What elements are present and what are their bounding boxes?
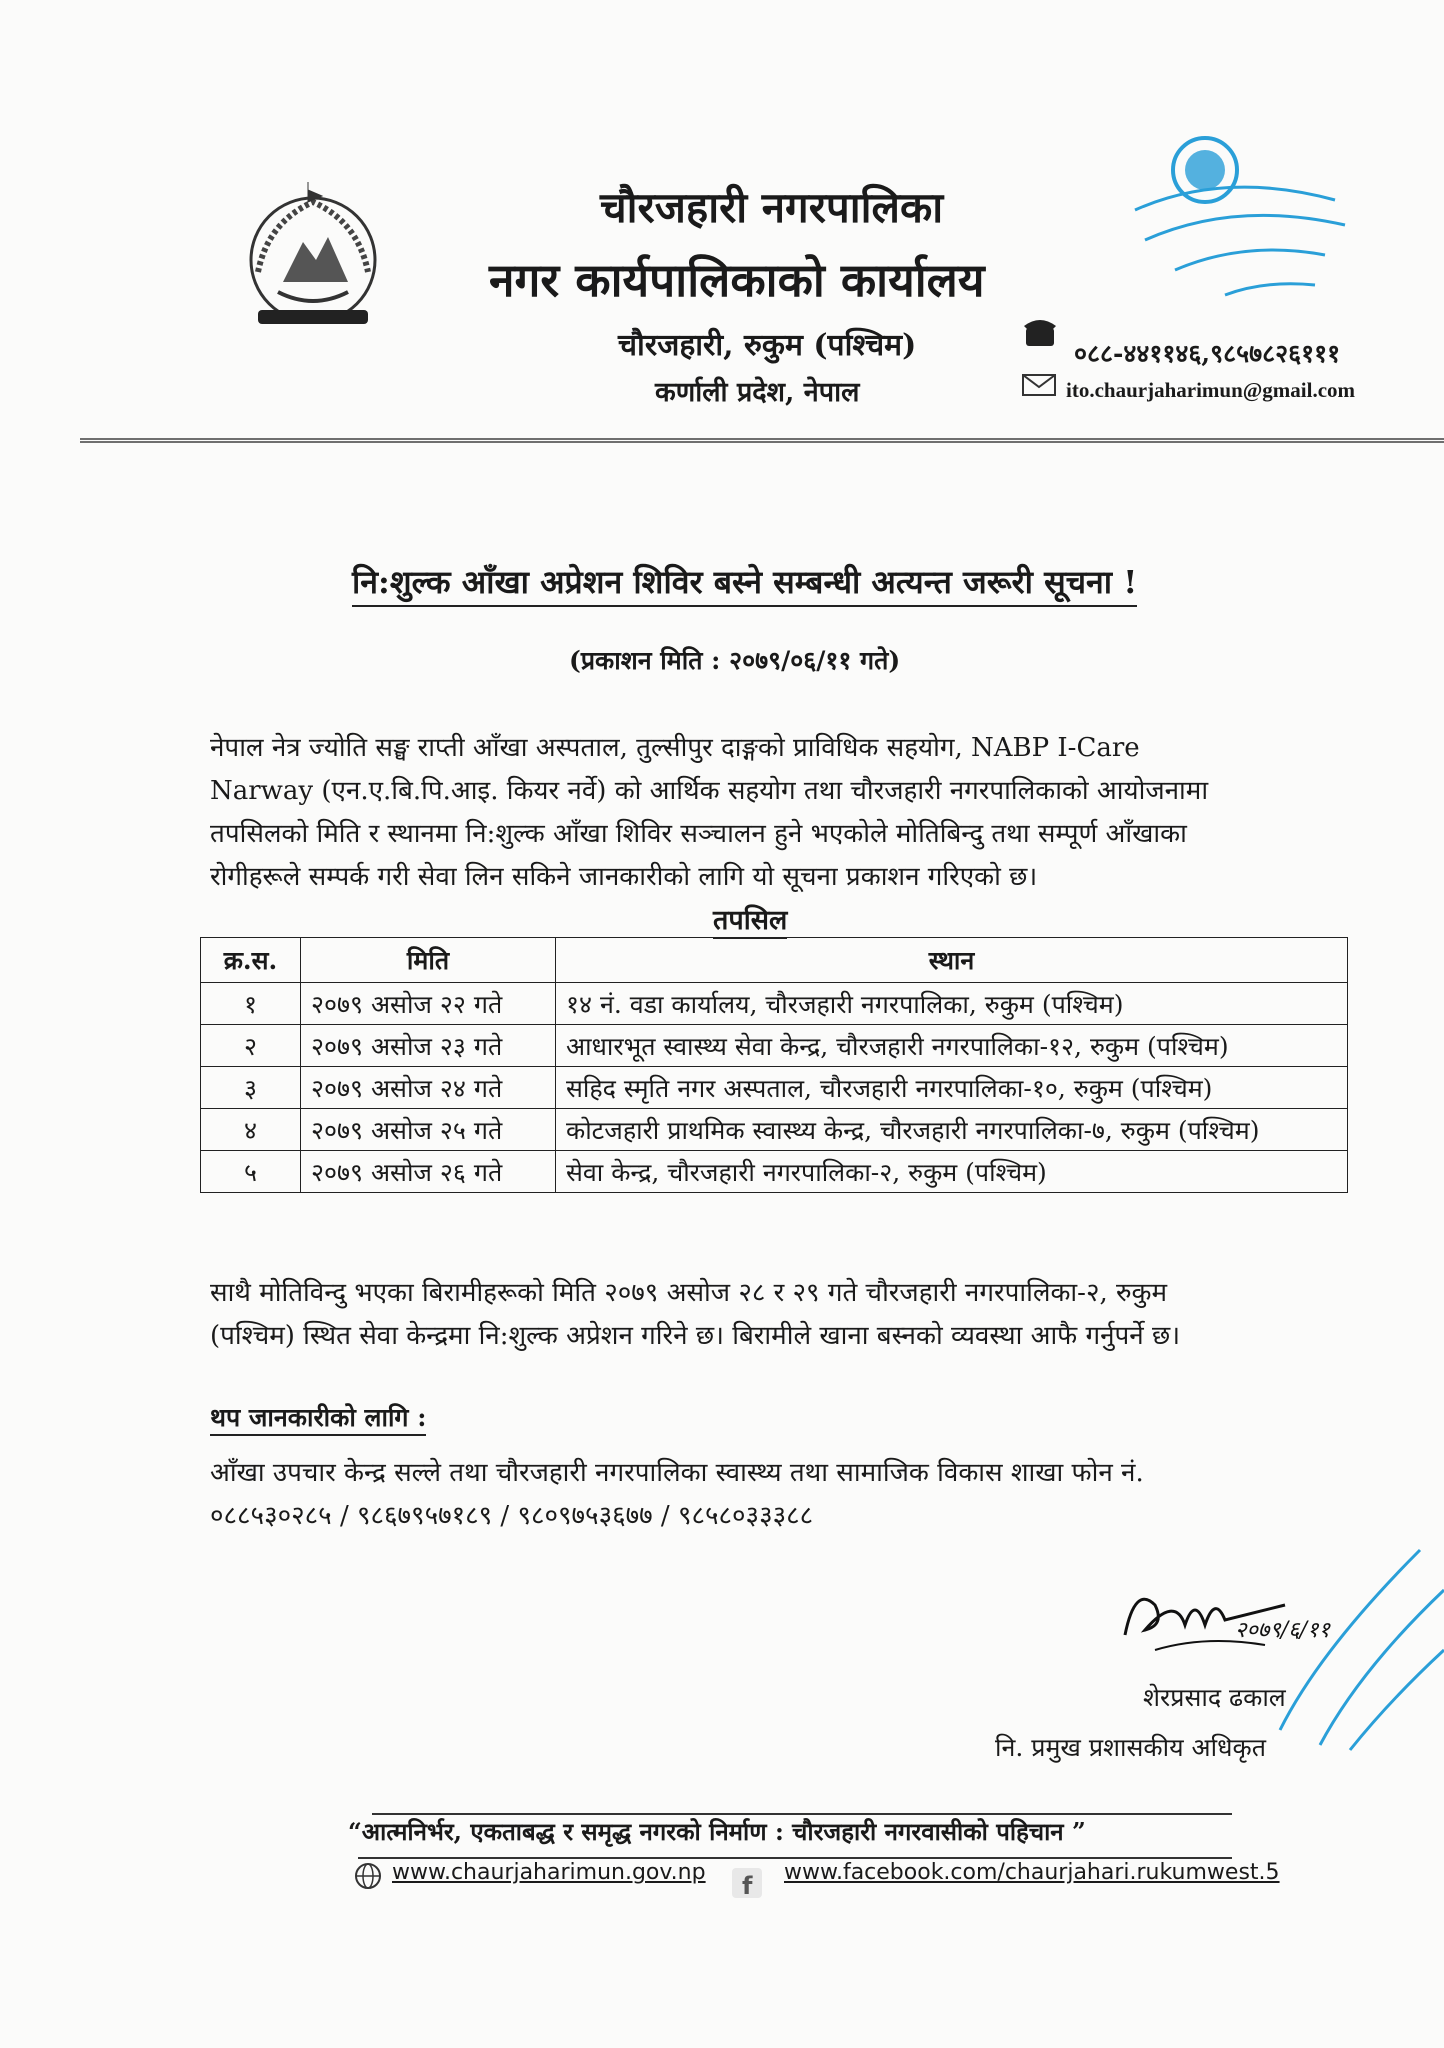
column-header-place: स्थान [556,938,1348,983]
row-sn: ४ [201,1109,301,1151]
row-date: २०७९ असोज २६ गते [301,1151,556,1193]
header-divider [80,438,1444,443]
office-stamp [1115,130,1365,330]
row-place: सेवा केन्द्र, चौरजहारी नगरपालिका-२, रुकुम (पश्चिम) [556,1151,1348,1193]
row-date: २०७९ असोज २३ गते [301,1025,556,1067]
table-row [201,1109,1348,1151]
row-date: २०७९ असोज २४ गते [301,1067,556,1109]
address-line-1: चौरजहारी, रुकुम (पश्चिम) [618,328,917,363]
row-sn: ३ [201,1067,301,1109]
svg-text:२०७९/६/११: २०७९/६/११ [1235,1618,1330,1643]
more-info-heading: थप जानकारीको लागि : [210,1400,426,1436]
signatory-name: शेरप्रसाद ढकाल [1143,1683,1286,1712]
operation-note [210,1272,1320,1358]
telephone-icon [1022,316,1058,348]
row-place: १४ नं. वडा कार्यालय, चौरजहारी नगरपालिका, रुकुम (पश्चिम) [556,983,1348,1025]
notice-body-line: Narway (एन.ए.बि.पि.आइ. कियर नर्वे) को आर्थिक सहयोग तथा चौरजहारी नगरपालिकाको आयोजनामा [210,776,1209,806]
row-sn: १ [201,983,301,1025]
row-place: आधारभूत स्वास्थ्य सेवा केन्द्र, चौरजहारी नगरपालिका-१२, रुकुम (पश्चिम) [556,1025,1348,1067]
table-row [201,1067,1348,1109]
row-place: सहिद स्मृति नगर अस्पताल, चौरजहारी नगरपालिका-१०, रुकुम (पश्चिम) [556,1067,1348,1109]
operation-note-line: साथै मोतिविन्दु भएका बिरामीहरूको मिति २०७९ असोज २८ र २९ गते चौरजहारी नगरपालिका-२, रुकुम [210,1278,1168,1308]
notice-title: नि:शुल्क आँखा अप्रेशन शिविर बस्ने सम्बन्धी अत्यन्त जरूरी सूचना ! [352,560,1137,607]
signature-stamp [1260,1530,1444,1750]
more-info-line: आँखा उपचार केन्द्र सल्ले तथा चौरजहारी नगरपालिका स्वास्थ्य तथा सामाजिक विकास शाखा फोन नं. [210,1458,1144,1488]
more-info-body [210,1452,1320,1538]
notice-body-line: तपसिलको मिति र स्थानमा नि:शुल्क आँखा शिविर सञ्चालन हुने भएकोले मोतिबिन्दु तथा सम्पूर्ण आँखाका [210,819,1187,849]
row-sn: ५ [201,1151,301,1193]
notice-body-line: नेपाल नेत्र ज्योति सङ्घ राप्ती आँखा अस्पताल, तुल्सीपुर दाङ्गको प्राविधिक सहयोग, NABP I-Care [210,733,1140,763]
website-link[interactable]: www.chaurjaharimun.gov.np [392,1860,706,1885]
column-header-sn: क्र.स. [201,938,301,983]
notice-body-line: रोगीहरूले सम्पर्क गरी सेवा लिन सकिने जानकारीको लागि यो सूचना प्रकाशन गरिएको छ। [210,862,1038,892]
municipal-motto: “आत्मनिर्भर, एकताबद्ध र समृद्ध नगरको निर्माण : चौरजहारी नगरवासीको पहिचान ” [348,1817,1086,1846]
email-icon [1022,374,1056,396]
address-line-2: कर्णाली प्रदेश, नेपाल [655,377,860,408]
table-header-row [201,938,1348,983]
office-email[interactable]: ito.chaurjaharimun@gmail.com [1066,378,1356,402]
row-date: २०७९ असोज २५ गते [301,1109,556,1151]
office-name: नगर कार्यपालिकाको कार्यालय [489,253,985,307]
facebook-icon [730,1866,764,1900]
footer-divider-bottom [358,1857,1232,1859]
table-row [201,1151,1348,1193]
schedule-heading: तपसिल [713,900,787,939]
publication-date: (प्रकाशन मिति : २०७९/०६/११ गते) [569,646,901,675]
table-row [201,1025,1348,1067]
globe-icon [354,1862,382,1890]
notice-body [210,727,1320,899]
row-date: २०७९ असोज २२ गते [301,983,556,1025]
more-info-phones: ०८८५३०२८५ / ९८६७९५७१८९ / ९८०९७५३६७७ / ९८५८०३३३८८ [210,1501,814,1531]
municipality-name: चौरजहारी नगरपालिका [600,183,944,232]
row-sn: २ [201,1025,301,1067]
svg-text:f: f [742,1872,753,1900]
signatory-title: नि. प्रमुख प्रशासकीय अधिकृत [995,1733,1266,1762]
row-place: कोटजहारी प्राथमिक स्वास्थ्य केन्द्र, चौरजहारी नगरपालिका-७, रुकुम (पश्चिम) [556,1109,1348,1151]
office-phone: ०८८-४४११४६,९८५७८२६१११ [1074,339,1341,368]
nepal-emblem-icon [228,182,398,342]
table-row [201,983,1348,1025]
column-header-date: मिति [301,938,556,983]
schedule-table [200,937,1348,1193]
operation-note-line: (पश्चिम) स्थित सेवा केन्द्रमा नि:शुल्क अप्रेशन गरिने छ। बिरामीले खाना बस्नको व्यवस्था आफै गर्नुपर्ने छ। [210,1321,1181,1351]
facebook-link[interactable]: www.facebook.com/chaurjahari.rukumwest.5 [784,1860,1280,1885]
